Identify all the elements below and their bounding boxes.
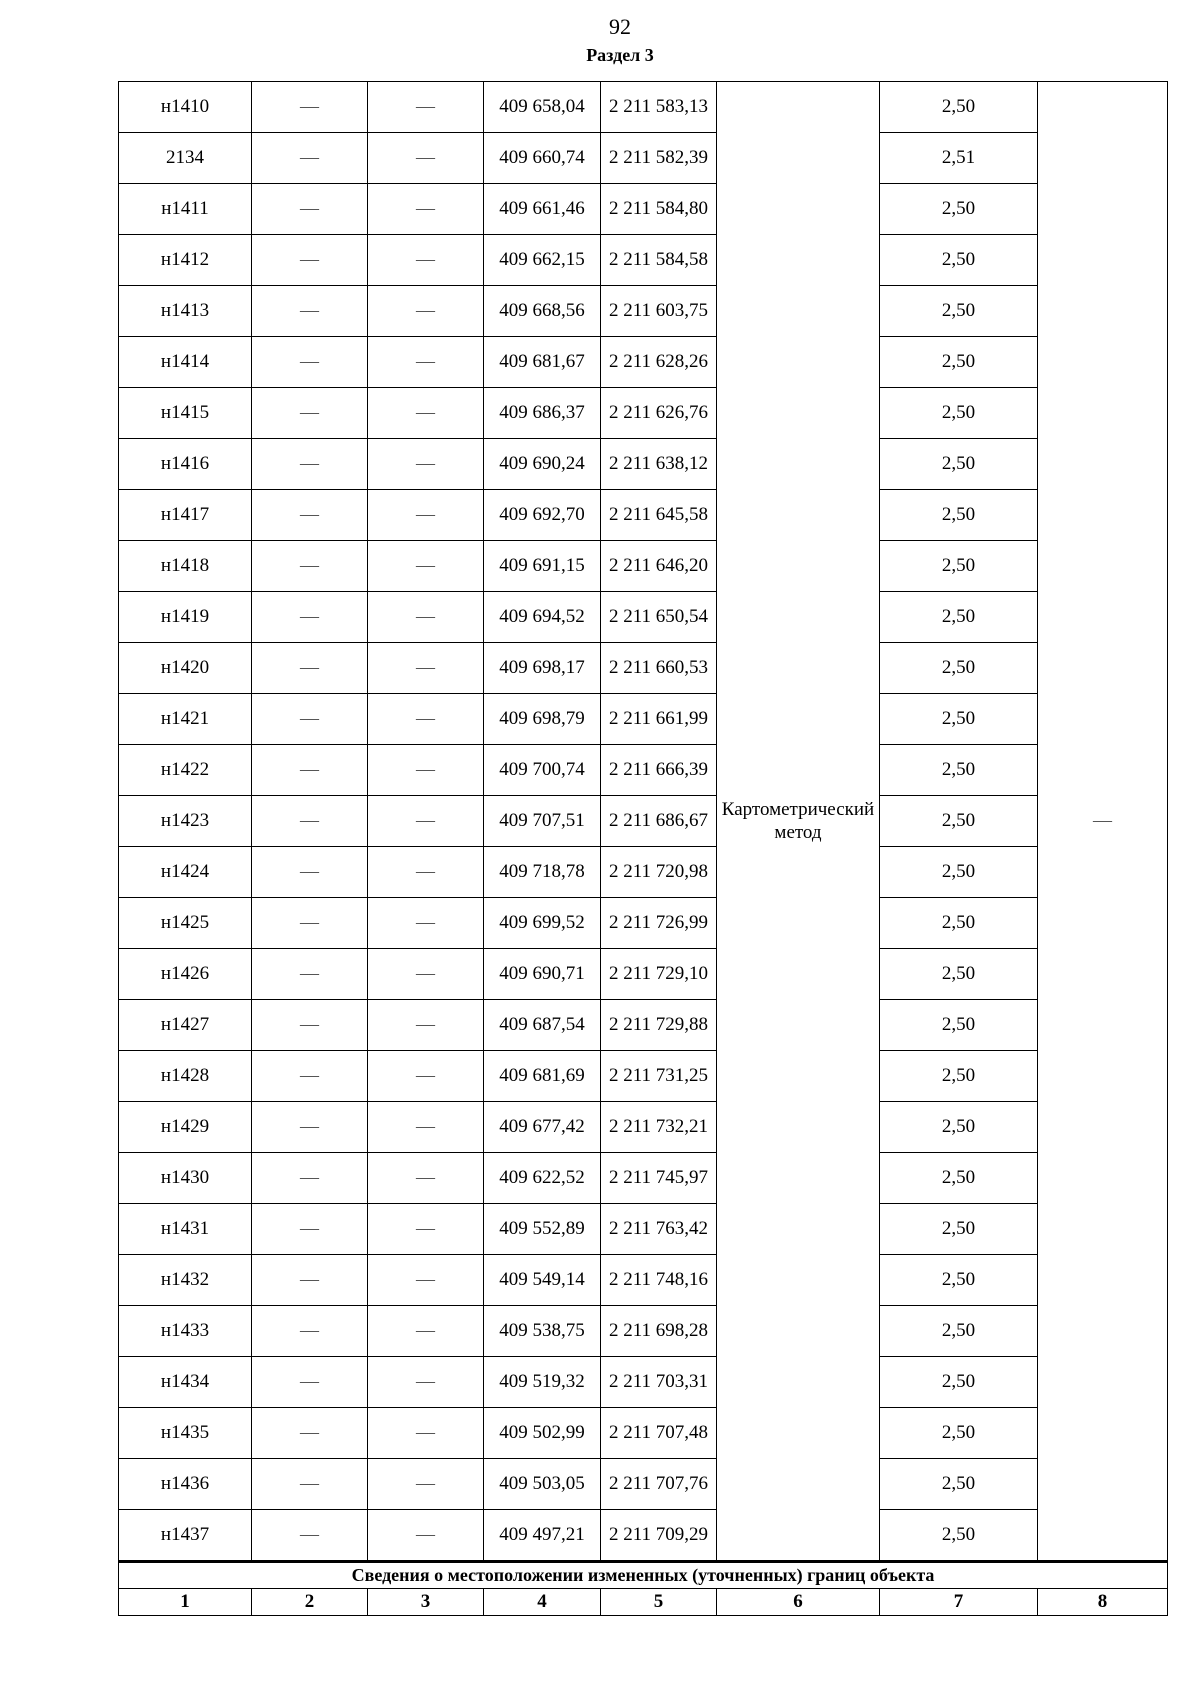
accuracy-cell: 2,50: [880, 745, 1038, 796]
column-2-cell: —: [252, 1510, 368, 1562]
table-row: [119, 286, 1168, 337]
accuracy-cell: 2,50: [880, 898, 1038, 949]
x-coordinate-cell: 409 690,24: [484, 439, 601, 490]
point-name-cell: н1425: [119, 898, 252, 949]
table-row: [119, 643, 1168, 694]
y-coordinate-cell: 2 211 731,25: [601, 1051, 717, 1102]
column-3-cell: —: [368, 286, 484, 337]
y-coordinate-cell: 2 211 603,75: [601, 286, 717, 337]
point-name-cell: н1419: [119, 592, 252, 643]
table-row: [119, 1000, 1168, 1051]
accuracy-cell: 2,50: [880, 1000, 1038, 1051]
y-coordinate-cell: 2 211 763,42: [601, 1204, 717, 1255]
point-name-cell: н1427: [119, 1000, 252, 1051]
column-3-cell: —: [368, 388, 484, 439]
table-row: [119, 949, 1168, 1000]
accuracy-cell: 2,50: [880, 388, 1038, 439]
column-2-cell: —: [252, 286, 368, 337]
x-coordinate-cell: 409 503,05: [484, 1459, 601, 1510]
table-row: [119, 82, 1168, 133]
point-name-cell: н1428: [119, 1051, 252, 1102]
point-name-cell: н1424: [119, 847, 252, 898]
y-coordinate-cell: 2 211 584,58: [601, 235, 717, 286]
column-2-cell: —: [252, 643, 368, 694]
x-coordinate-cell: 409 698,79: [484, 694, 601, 745]
point-name-cell: н1434: [119, 1357, 252, 1408]
x-coordinate-cell: 409 690,71: [484, 949, 601, 1000]
point-name-cell: н1430: [119, 1153, 252, 1204]
point-name-cell: 2134: [119, 133, 252, 184]
column-3-cell: —: [368, 1204, 484, 1255]
column-3-cell: —: [368, 847, 484, 898]
column-2-cell: —: [252, 1000, 368, 1051]
section-title-row: [119, 1562, 1168, 1589]
y-coordinate-cell: 2 211 638,12: [601, 439, 717, 490]
column-number-cell: 8: [1038, 1589, 1168, 1616]
column-number-cell: 6: [717, 1589, 880, 1616]
x-coordinate-cell: 409 718,78: [484, 847, 601, 898]
accuracy-cell: 2,50: [880, 1255, 1038, 1306]
table-row: [119, 694, 1168, 745]
table-row: [119, 1204, 1168, 1255]
column-2-cell: —: [252, 490, 368, 541]
point-name-cell: н1437: [119, 1510, 252, 1562]
point-name-cell: н1417: [119, 490, 252, 541]
table-row: [119, 1306, 1168, 1357]
x-coordinate-cell: 409 668,56: [484, 286, 601, 337]
accuracy-cell: 2,50: [880, 1204, 1038, 1255]
accuracy-cell: 2,50: [880, 1408, 1038, 1459]
column-3-cell: —: [368, 796, 484, 847]
accuracy-cell: 2,50: [880, 490, 1038, 541]
column-3-cell: —: [368, 592, 484, 643]
accuracy-cell: 2,50: [880, 949, 1038, 1000]
y-coordinate-cell: 2 211 707,48: [601, 1408, 717, 1459]
column-3-cell: —: [368, 541, 484, 592]
column-3-cell: —: [368, 1255, 484, 1306]
x-coordinate-cell: 409 502,99: [484, 1408, 601, 1459]
x-coordinate-cell: 409 687,54: [484, 1000, 601, 1051]
table-row: [119, 847, 1168, 898]
y-coordinate-cell: 2 211 726,99: [601, 898, 717, 949]
x-coordinate-cell: 409 681,69: [484, 1051, 601, 1102]
column-2-cell: —: [252, 1255, 368, 1306]
table-row: [119, 1357, 1168, 1408]
accuracy-cell: 2,50: [880, 337, 1038, 388]
point-name-cell: н1435: [119, 1408, 252, 1459]
table-row: [119, 541, 1168, 592]
table-row: [119, 184, 1168, 235]
column-number-cell: 1: [119, 1589, 252, 1616]
x-coordinate-cell: 409 538,75: [484, 1306, 601, 1357]
x-coordinate-cell: 409 519,32: [484, 1357, 601, 1408]
x-coordinate-cell: 409 677,42: [484, 1102, 601, 1153]
column-number-cell: 3: [368, 1589, 484, 1616]
x-coordinate-cell: 409 497,21: [484, 1510, 601, 1562]
point-name-cell: н1429: [119, 1102, 252, 1153]
table-row: [119, 490, 1168, 541]
x-coordinate-cell: 409 549,14: [484, 1255, 601, 1306]
column-3-cell: —: [368, 643, 484, 694]
y-coordinate-cell: 2 211 584,80: [601, 184, 717, 235]
column-2-cell: —: [252, 1306, 368, 1357]
accuracy-cell: 2,50: [880, 694, 1038, 745]
table-row: [119, 1102, 1168, 1153]
column-3-cell: —: [368, 1408, 484, 1459]
accuracy-cell: 2,50: [880, 1306, 1038, 1357]
column-number-cell: 2: [252, 1589, 368, 1616]
point-name-cell: н1415: [119, 388, 252, 439]
column-3-cell: —: [368, 949, 484, 1000]
table-row: [119, 1459, 1168, 1510]
accuracy-cell: 2,50: [880, 235, 1038, 286]
point-name-cell: н1416: [119, 439, 252, 490]
column-2-cell: —: [252, 898, 368, 949]
point-name-cell: н1423: [119, 796, 252, 847]
point-name-cell: н1422: [119, 745, 252, 796]
column-2-cell: —: [252, 235, 368, 286]
column-2-cell: —: [252, 847, 368, 898]
column-3-cell: —: [368, 439, 484, 490]
column-3-cell: —: [368, 1510, 484, 1562]
x-coordinate-cell: 409 686,37: [484, 388, 601, 439]
y-coordinate-cell: 2 211 732,21: [601, 1102, 717, 1153]
y-coordinate-cell: 2 211 650,54: [601, 592, 717, 643]
y-coordinate-cell: 2 211 686,67: [601, 796, 717, 847]
column-3-cell: —: [368, 490, 484, 541]
column-3-cell: —: [368, 235, 484, 286]
column-2-cell: —: [252, 745, 368, 796]
column-2-cell: —: [252, 694, 368, 745]
column-3-cell: —: [368, 1459, 484, 1510]
x-coordinate-cell: 409 707,51: [484, 796, 601, 847]
column-2-cell: —: [252, 1102, 368, 1153]
column-3-cell: —: [368, 82, 484, 133]
y-coordinate-cell: 2 211 720,98: [601, 847, 717, 898]
accuracy-cell: 2,50: [880, 643, 1038, 694]
accuracy-cell: 2,50: [880, 1153, 1038, 1204]
table-row: [119, 133, 1168, 184]
x-coordinate-cell: 409 552,89: [484, 1204, 601, 1255]
x-coordinate-cell: 409 658,04: [484, 82, 601, 133]
method-cell: Картометрический метод: [717, 82, 880, 1562]
point-name-cell: н1436: [119, 1459, 252, 1510]
table-row: [119, 1255, 1168, 1306]
x-coordinate-cell: 409 699,52: [484, 898, 601, 949]
point-name-cell: н1412: [119, 235, 252, 286]
column-2-cell: —: [252, 1051, 368, 1102]
column-3-cell: —: [368, 1357, 484, 1408]
column-3-cell: —: [368, 898, 484, 949]
table-body: [119, 82, 1168, 1616]
accuracy-cell: 2,51: [880, 133, 1038, 184]
column-3-cell: —: [368, 745, 484, 796]
table-row: [119, 592, 1168, 643]
point-name-cell: н1410: [119, 82, 252, 133]
accuracy-cell: 2,50: [880, 541, 1038, 592]
column-2-cell: —: [252, 184, 368, 235]
column-3-cell: —: [368, 133, 484, 184]
column-2-cell: —: [252, 337, 368, 388]
x-coordinate-cell: 409 662,15: [484, 235, 601, 286]
y-coordinate-cell: 2 211 628,26: [601, 337, 717, 388]
column-2-cell: —: [252, 541, 368, 592]
column-3-cell: —: [368, 694, 484, 745]
y-coordinate-cell: 2 211 582,39: [601, 133, 717, 184]
table-row: [119, 235, 1168, 286]
column-3-cell: —: [368, 337, 484, 388]
accuracy-cell: 2,50: [880, 1051, 1038, 1102]
y-coordinate-cell: 2 211 707,76: [601, 1459, 717, 1510]
column-2-cell: —: [252, 388, 368, 439]
y-coordinate-cell: 2 211 645,58: [601, 490, 717, 541]
y-coordinate-cell: 2 211 729,88: [601, 1000, 717, 1051]
table-row: [119, 337, 1168, 388]
y-coordinate-cell: 2 211 661,99: [601, 694, 717, 745]
x-coordinate-cell: 409 681,67: [484, 337, 601, 388]
column-2-cell: —: [252, 592, 368, 643]
y-coordinate-cell: 2 211 626,76: [601, 388, 717, 439]
column-2-cell: —: [252, 796, 368, 847]
table-row: [119, 439, 1168, 490]
column-3-cell: —: [368, 1000, 484, 1051]
point-name-cell: н1433: [119, 1306, 252, 1357]
table-row: [119, 1051, 1168, 1102]
table-row: [119, 796, 1168, 847]
column-3-cell: —: [368, 1102, 484, 1153]
accuracy-cell: 2,50: [880, 1357, 1038, 1408]
x-coordinate-cell: 409 692,70: [484, 490, 601, 541]
x-coordinate-cell: 409 661,46: [484, 184, 601, 235]
boundary-section-title: Сведения о местоположении измененных (уточненных) границ объекта: [119, 1562, 1168, 1589]
y-coordinate-cell: 2 211 646,20: [601, 541, 717, 592]
column-2-cell: —: [252, 82, 368, 133]
table-row: [119, 388, 1168, 439]
accuracy-cell: 2,50: [880, 796, 1038, 847]
point-name-cell: н1413: [119, 286, 252, 337]
page-number: 92: [609, 14, 631, 39]
accuracy-cell: 2,50: [880, 439, 1038, 490]
point-name-cell: н1421: [119, 694, 252, 745]
accuracy-cell: 2,50: [880, 592, 1038, 643]
x-coordinate-cell: 409 622,52: [484, 1153, 601, 1204]
column-8-cell: —: [1038, 82, 1168, 1562]
column-numbers-row: [119, 1589, 1168, 1616]
y-coordinate-cell: 2 211 698,28: [601, 1306, 717, 1357]
point-name-cell: н1432: [119, 1255, 252, 1306]
y-coordinate-cell: 2 211 660,53: [601, 643, 717, 694]
column-2-cell: —: [252, 439, 368, 490]
column-2-cell: —: [252, 1153, 368, 1204]
accuracy-cell: 2,50: [880, 184, 1038, 235]
point-name-cell: н1414: [119, 337, 252, 388]
table-row: [119, 1153, 1168, 1204]
column-2-cell: —: [252, 133, 368, 184]
y-coordinate-cell: 2 211 666,39: [601, 745, 717, 796]
column-3-cell: —: [368, 1153, 484, 1204]
column-3-cell: —: [368, 184, 484, 235]
accuracy-cell: 2,50: [880, 1459, 1038, 1510]
accuracy-cell: 2,50: [880, 847, 1038, 898]
table-row: [119, 1408, 1168, 1459]
column-2-cell: —: [252, 949, 368, 1000]
table-row: [119, 745, 1168, 796]
column-3-cell: —: [368, 1051, 484, 1102]
column-2-cell: —: [252, 1408, 368, 1459]
x-coordinate-cell: 409 698,17: [484, 643, 601, 694]
y-coordinate-cell: 2 211 703,31: [601, 1357, 717, 1408]
column-number-cell: 5: [601, 1589, 717, 1616]
accuracy-cell: 2,50: [880, 286, 1038, 337]
y-coordinate-cell: 2 211 583,13: [601, 82, 717, 133]
column-number-cell: 4: [484, 1589, 601, 1616]
x-coordinate-cell: 409 694,52: [484, 592, 601, 643]
accuracy-cell: 2,50: [880, 82, 1038, 133]
column-2-cell: —: [252, 1357, 368, 1408]
accuracy-cell: 2,50: [880, 1510, 1038, 1562]
section-title: Раздел 3: [586, 45, 654, 65]
x-coordinate-cell: 409 691,15: [484, 541, 601, 592]
point-name-cell: н1431: [119, 1204, 252, 1255]
x-coordinate-cell: 409 700,74: [484, 745, 601, 796]
column-2-cell: —: [252, 1204, 368, 1255]
y-coordinate-cell: 2 211 745,97: [601, 1153, 717, 1204]
y-coordinate-cell: 2 211 729,10: [601, 949, 717, 1000]
column-3-cell: —: [368, 1306, 484, 1357]
table-row: [119, 898, 1168, 949]
column-2-cell: —: [252, 1459, 368, 1510]
y-coordinate-cell: 2 211 709,29: [601, 1510, 717, 1562]
point-name-cell: н1420: [119, 643, 252, 694]
accuracy-cell: 2,50: [880, 1102, 1038, 1153]
point-name-cell: н1411: [119, 184, 252, 235]
y-coordinate-cell: 2 211 748,16: [601, 1255, 717, 1306]
x-coordinate-cell: 409 660,74: [484, 133, 601, 184]
table-row: [119, 1510, 1168, 1562]
point-name-cell: н1426: [119, 949, 252, 1000]
column-number-cell: 7: [880, 1589, 1038, 1616]
point-name-cell: н1418: [119, 541, 252, 592]
coordinates-table: [118, 81, 1168, 1616]
